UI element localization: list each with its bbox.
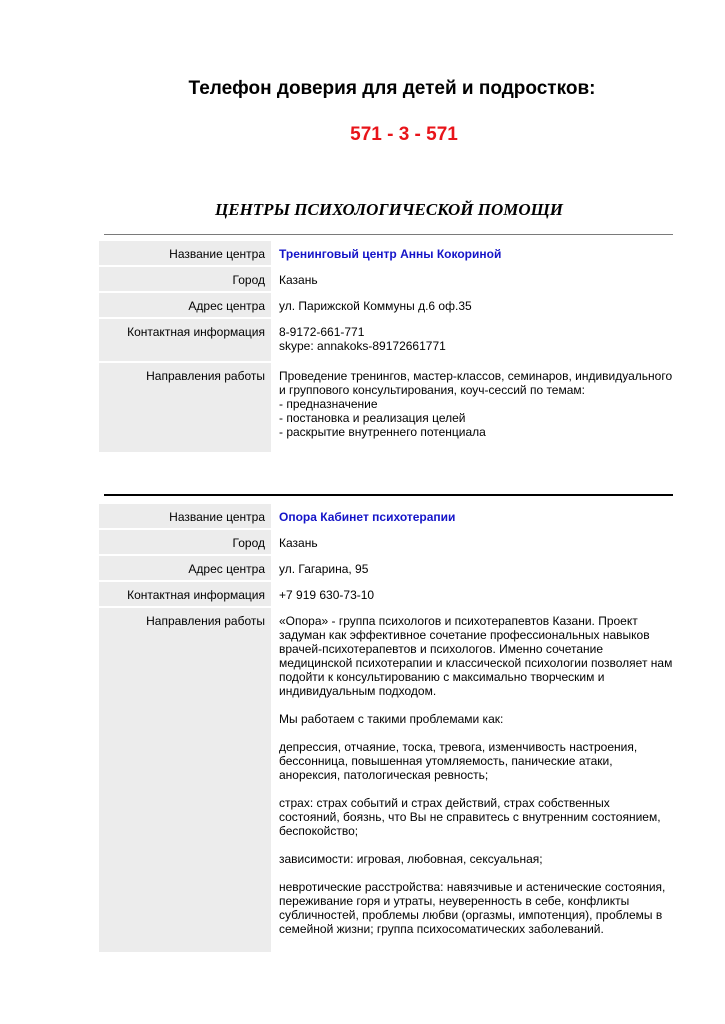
center-address: ул. Парижской Коммуны д.6 оф.35 <box>279 299 472 313</box>
directions-line: - предназначение <box>279 397 378 411</box>
center-city: Казань <box>279 273 318 287</box>
center-name-label: Название центра <box>99 504 271 528</box>
directions-paragraph: зависимости: игровая, любовная, сексуальная; <box>279 852 543 866</box>
center-city-row <box>99 530 673 554</box>
center-city-label: Город <box>99 267 271 291</box>
section-title: ЦЕНТРЫ ПСИХОЛОГИЧЕСКОЙ ПОМОЩИ <box>215 200 563 219</box>
center-card <box>99 504 673 954</box>
hotline-title: Телефон доверия для детей и подростков: <box>188 78 596 99</box>
center-address-label: Адрес центра <box>99 556 271 580</box>
center-address: ул. Гагарина, 95 <box>279 562 369 576</box>
directions-paragraph: депрессия, отчаяние, тоска, тревога, изменчивость настроения, бессонница, повышенная утомляемость, панические атаки, анорексия, патологическая ревность; <box>279 740 638 782</box>
center-name-row <box>99 241 673 265</box>
center-city: Казань <box>279 536 318 550</box>
center-contacts-row <box>99 582 673 606</box>
contact-phone: 8-9172-661-771 <box>279 325 365 339</box>
contact-skype: skype: annakoks-89172661771 <box>279 339 446 353</box>
contact-phone: +7 919 630-73-10 <box>279 588 375 602</box>
directions-line: - раскрытие внутреннего потенциала <box>279 425 486 439</box>
center-name: Тренинговый центр Анны Кокориной <box>279 247 502 261</box>
center-directions <box>271 363 673 452</box>
center-contacts <box>271 319 673 361</box>
center-address-label: Адрес центра <box>99 293 271 317</box>
center-directions-row <box>99 363 673 452</box>
center-directions-label: Направления работы <box>99 608 271 952</box>
center-contacts <box>271 582 673 606</box>
center-contacts-label: Контактная информация <box>99 582 271 606</box>
directions-paragraph: невротические расстройства: навязчивые и астенические состояния, переживание горя и утраты, неуверенность в себе, конфликты субличностей, проблемы любви (оргазмы, импотенция), проблемы в семейной жизни; группа психосоматических заболеваний. <box>279 880 666 936</box>
center-card <box>99 241 673 454</box>
center-divider <box>104 494 673 496</box>
section-divider <box>104 234 673 235</box>
center-directions-label: Направления работы <box>99 363 271 452</box>
directions-paragraph: страх: страх событий и страх действий, страх собственных состояний, боязнь, что Вы не справитесь с внутренним состоянием, беспокойство; <box>279 796 661 838</box>
hotline-phone: 571 - 3 - 571 <box>350 124 458 145</box>
center-city-label: Город <box>99 530 271 554</box>
directions-paragraph: Мы работаем с такими проблемами как: <box>279 712 504 726</box>
center-city-row <box>99 267 673 291</box>
center-name: Опора Кабинет психотерапии <box>279 510 456 524</box>
center-directions-row <box>99 608 673 952</box>
directions-line: - постановка и реализация целей <box>279 411 466 425</box>
center-address-row <box>99 293 673 317</box>
center-name-row <box>99 504 673 528</box>
center-directions <box>271 608 673 952</box>
directions-paragraph: «Опора» - группа психологов и психотерапевтов Казани. Проект задуман как эффективное сочетание профессиональных навыков врачей-психотерапевтов и психологов. Именно сочетание медицинской психотерапии и классической психологии позволяет нам подойти к консультированию с максимально творческим и индивидуальным подходом. <box>279 614 673 698</box>
center-address-row <box>99 556 673 580</box>
center-contacts-label: Контактная информация <box>99 319 271 361</box>
center-name-label: Название центра <box>99 241 271 265</box>
center-contacts-row <box>99 319 673 361</box>
directions-line: Проведение тренингов, мастер-классов, семинаров, индивидуального и группового консультирования, коуч-сессий по темам: <box>279 369 673 397</box>
